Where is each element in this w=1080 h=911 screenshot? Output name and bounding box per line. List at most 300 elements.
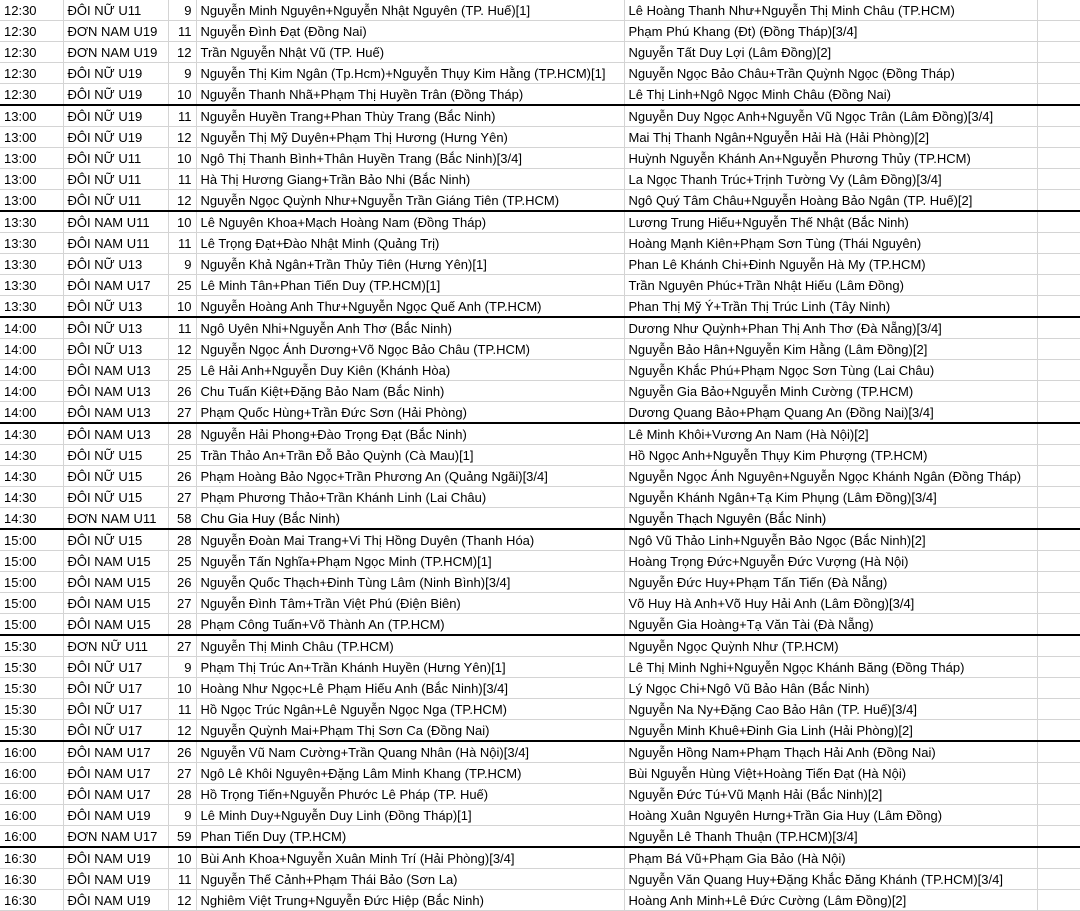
event-cell[interactable]: ĐÔI NỮ U13 bbox=[63, 339, 168, 360]
team2-cell[interactable]: Lê Thị Minh Nghi+Nguyễn Ngọc Khánh Băng (Đồng Tháp) bbox=[624, 657, 1037, 678]
table-row[interactable] bbox=[0, 445, 1080, 466]
team1-cell[interactable]: Ngô Lê Khôi Nguyên+Đặng Lâm Minh Khang (TP.HCM) bbox=[196, 763, 624, 784]
time-cell[interactable]: 16:00 bbox=[0, 741, 63, 763]
team1-cell[interactable]: Hồ Trọng Tiến+Nguyễn Phước Lê Pháp (TP. Huế) bbox=[196, 784, 624, 805]
event-cell[interactable]: ĐÔI NAM U17 bbox=[63, 763, 168, 784]
empty-cell[interactable] bbox=[1037, 487, 1080, 508]
team1-cell[interactable]: Phạm Thị Trúc An+Trần Khánh Huyền (Hưng Yên)[1] bbox=[196, 657, 624, 678]
table-row[interactable] bbox=[0, 21, 1080, 42]
empty-cell[interactable] bbox=[1037, 42, 1080, 63]
table-row[interactable] bbox=[0, 869, 1080, 890]
court-cell[interactable]: 9 bbox=[168, 254, 196, 275]
empty-cell[interactable] bbox=[1037, 127, 1080, 148]
court-cell[interactable]: 9 bbox=[168, 63, 196, 84]
court-cell[interactable]: 26 bbox=[168, 466, 196, 487]
team2-cell[interactable]: Hoàng Mạnh Kiên+Phạm Sơn Tùng (Thái Nguyên) bbox=[624, 233, 1037, 254]
court-cell[interactable]: 12 bbox=[168, 720, 196, 742]
team1-cell[interactable]: Lê Nguyên Khoa+Mạch Hoàng Nam (Đồng Tháp) bbox=[196, 211, 624, 233]
court-cell[interactable]: 28 bbox=[168, 529, 196, 551]
court-cell[interactable]: 27 bbox=[168, 402, 196, 424]
empty-cell[interactable] bbox=[1037, 635, 1080, 657]
empty-cell[interactable] bbox=[1037, 847, 1080, 869]
time-cell[interactable]: 16:30 bbox=[0, 869, 63, 890]
empty-cell[interactable] bbox=[1037, 190, 1080, 212]
table-row[interactable] bbox=[0, 572, 1080, 593]
team2-cell[interactable]: Lý Ngọc Chi+Ngô Vũ Bảo Hân (Bắc Ninh) bbox=[624, 678, 1037, 699]
court-cell[interactable]: 11 bbox=[168, 869, 196, 890]
empty-cell[interactable] bbox=[1037, 593, 1080, 614]
event-cell[interactable]: ĐƠN NAM U19 bbox=[63, 21, 168, 42]
empty-cell[interactable] bbox=[1037, 423, 1080, 445]
team2-cell[interactable]: Phạm Phú Khang (Đt) (Đồng Tháp)[3/4] bbox=[624, 21, 1037, 42]
court-cell[interactable]: 27 bbox=[168, 635, 196, 657]
empty-cell[interactable] bbox=[1037, 211, 1080, 233]
empty-cell[interactable] bbox=[1037, 529, 1080, 551]
empty-cell[interactable] bbox=[1037, 84, 1080, 106]
team2-cell[interactable]: Nguyễn Duy Ngọc Anh+Nguyễn Vũ Ngọc Trân (Lâm Đồng)[3/4] bbox=[624, 105, 1037, 127]
empty-cell[interactable] bbox=[1037, 741, 1080, 763]
empty-cell[interactable] bbox=[1037, 890, 1080, 911]
team1-cell[interactable]: Nguyễn Thanh Nhã+Phạm Thị Huyền Trân (Đồng Tháp) bbox=[196, 84, 624, 106]
court-cell[interactable]: 11 bbox=[168, 21, 196, 42]
team1-cell[interactable]: Nghiêm Việt Trung+Nguyễn Đức Hiệp (Bắc Ninh) bbox=[196, 890, 624, 911]
time-cell[interactable]: 12:30 bbox=[0, 84, 63, 106]
time-cell[interactable]: 13:30 bbox=[0, 296, 63, 318]
court-cell[interactable]: 10 bbox=[168, 296, 196, 318]
table-row[interactable] bbox=[0, 763, 1080, 784]
empty-cell[interactable] bbox=[1037, 551, 1080, 572]
court-cell[interactable]: 12 bbox=[168, 890, 196, 911]
time-cell[interactable]: 16:00 bbox=[0, 805, 63, 826]
team2-cell[interactable]: Ngô Quý Tâm Châu+Nguyễn Hoàng Bảo Ngân (TP. Huế)[2] bbox=[624, 190, 1037, 212]
team1-cell[interactable]: Ngô Uyên Nhi+Nguyễn Anh Thơ (Bắc Ninh) bbox=[196, 317, 624, 339]
team2-cell[interactable]: Lương Trung Hiếu+Nguyễn Thế Nhật (Bắc Ninh) bbox=[624, 211, 1037, 233]
court-cell[interactable]: 9 bbox=[168, 657, 196, 678]
empty-cell[interactable] bbox=[1037, 572, 1080, 593]
team2-cell[interactable]: Huỳnh Nguyễn Khánh An+Nguyễn Phương Thủy (TP.HCM) bbox=[624, 148, 1037, 169]
team1-cell[interactable]: Lê Minh Tân+Phan Tiến Duy (TP.HCM)[1] bbox=[196, 275, 624, 296]
table-row[interactable] bbox=[0, 296, 1080, 318]
team1-cell[interactable]: Phạm Phương Thảo+Trần Khánh Linh (Lai Châu) bbox=[196, 487, 624, 508]
event-cell[interactable]: ĐÔI NỮ U15 bbox=[63, 487, 168, 508]
team1-cell[interactable]: Lê Hải Anh+Nguyễn Duy Kiên (Khánh Hòa) bbox=[196, 360, 624, 381]
time-cell[interactable]: 14:30 bbox=[0, 508, 63, 530]
event-cell[interactable]: ĐÔI NỮ U13 bbox=[63, 296, 168, 318]
event-cell[interactable]: ĐÔI NAM U11 bbox=[63, 211, 168, 233]
team1-cell[interactable]: Nguyễn Ngọc Quỳnh Như+Nguyễn Trần Giáng Tiên (TP.HCM) bbox=[196, 190, 624, 212]
team1-cell[interactable]: Nguyễn Đoàn Mai Trang+Vi Thị Hồng Duyên (Thanh Hóa) bbox=[196, 529, 624, 551]
team2-cell[interactable]: Bùi Nguyễn Hùng Việt+Hoàng Tiến Đạt (Hà Nội) bbox=[624, 763, 1037, 784]
team2-cell[interactable]: Nguyễn Khắc Phú+Phạm Ngọc Sơn Tùng (Lai Châu) bbox=[624, 360, 1037, 381]
table-row[interactable] bbox=[0, 84, 1080, 106]
court-cell[interactable]: 27 bbox=[168, 763, 196, 784]
time-cell[interactable]: 12:30 bbox=[0, 0, 63, 21]
team1-cell[interactable]: Phan Tiến Duy (TP.HCM) bbox=[196, 826, 624, 848]
table-row[interactable] bbox=[0, 678, 1080, 699]
time-cell[interactable]: 16:00 bbox=[0, 763, 63, 784]
team1-cell[interactable]: Bùi Anh Khoa+Nguyễn Xuân Minh Trí (Hải Phòng)[3/4] bbox=[196, 847, 624, 869]
team2-cell[interactable]: Ngô Vũ Thảo Linh+Nguyễn Bảo Ngọc (Bắc Ninh)[2] bbox=[624, 529, 1037, 551]
table-row[interactable] bbox=[0, 551, 1080, 572]
court-cell[interactable]: 27 bbox=[168, 487, 196, 508]
table-row[interactable] bbox=[0, 826, 1080, 848]
team1-cell[interactable]: Nguyễn Hoàng Anh Thư+Nguyễn Ngọc Quế Anh (TP.HCM) bbox=[196, 296, 624, 318]
team1-cell[interactable]: Lê Trọng Đạt+Đào Nhật Minh (Quảng Trị) bbox=[196, 233, 624, 254]
team2-cell[interactable]: Hoàng Trọng Đức+Nguyễn Đức Vượng (Hà Nội) bbox=[624, 551, 1037, 572]
team1-cell[interactable]: Nguyễn Đình Đạt (Đồng Nai) bbox=[196, 21, 624, 42]
table-row[interactable] bbox=[0, 890, 1080, 911]
event-cell[interactable]: ĐÔI NAM U11 bbox=[63, 233, 168, 254]
event-cell[interactable]: ĐÔI NAM U13 bbox=[63, 423, 168, 445]
event-cell[interactable]: ĐÔI NỮ U15 bbox=[63, 466, 168, 487]
time-cell[interactable]: 14:00 bbox=[0, 317, 63, 339]
table-row[interactable] bbox=[0, 169, 1080, 190]
time-cell[interactable]: 15:00 bbox=[0, 529, 63, 551]
time-cell[interactable]: 15:30 bbox=[0, 720, 63, 742]
court-cell[interactable]: 12 bbox=[168, 127, 196, 148]
team2-cell[interactable]: Lê Hoàng Thanh Như+Nguyễn Thị Minh Châu (TP.HCM) bbox=[624, 0, 1037, 21]
team2-cell[interactable]: Nguyễn Ngọc Bảo Châu+Trần Quỳnh Ngọc (Đồng Tháp) bbox=[624, 63, 1037, 84]
event-cell[interactable]: ĐÔI NỮ U19 bbox=[63, 127, 168, 148]
event-cell[interactable]: ĐÔI NỮ U11 bbox=[63, 0, 168, 21]
event-cell[interactable]: ĐÔI NỮ U15 bbox=[63, 445, 168, 466]
time-cell[interactable]: 14:00 bbox=[0, 402, 63, 424]
event-cell[interactable]: ĐÔI NAM U15 bbox=[63, 572, 168, 593]
event-cell[interactable]: ĐÔI NAM U17 bbox=[63, 741, 168, 763]
team1-cell[interactable]: Phạm Quốc Hùng+Trần Đức Sơn (Hải Phòng) bbox=[196, 402, 624, 424]
court-cell[interactable]: 9 bbox=[168, 805, 196, 826]
court-cell[interactable]: 25 bbox=[168, 275, 196, 296]
team2-cell[interactable]: Nguyễn Lê Thanh Thuận (TP.HCM)[3/4] bbox=[624, 826, 1037, 848]
event-cell[interactable]: ĐÔI NỮ U19 bbox=[63, 84, 168, 106]
team2-cell[interactable]: Phan Lê Khánh Chi+Đinh Nguyễn Hà My (TP.HCM) bbox=[624, 254, 1037, 275]
table-row[interactable] bbox=[0, 423, 1080, 445]
team2-cell[interactable]: Nguyễn Gia Hoàng+Tạ Văn Tài (Đà Nẵng) bbox=[624, 614, 1037, 636]
event-cell[interactable]: ĐÔI NỮ U15 bbox=[63, 529, 168, 551]
empty-cell[interactable] bbox=[1037, 763, 1080, 784]
time-cell[interactable]: 12:30 bbox=[0, 21, 63, 42]
empty-cell[interactable] bbox=[1037, 105, 1080, 127]
time-cell[interactable]: 14:30 bbox=[0, 466, 63, 487]
table-row[interactable] bbox=[0, 127, 1080, 148]
empty-cell[interactable] bbox=[1037, 317, 1080, 339]
time-cell[interactable]: 16:30 bbox=[0, 890, 63, 911]
event-cell[interactable]: ĐƠN NAM U19 bbox=[63, 42, 168, 63]
table-row[interactable] bbox=[0, 784, 1080, 805]
team2-cell[interactable]: Phan Thị Mỹ Ý+Trần Thị Trúc Linh (Tây Ninh) bbox=[624, 296, 1037, 318]
team1-cell[interactable]: Nguyễn Ngọc Ánh Dương+Võ Ngọc Bảo Châu (TP.HCM) bbox=[196, 339, 624, 360]
event-cell[interactable]: ĐÔI NAM U17 bbox=[63, 784, 168, 805]
table-row[interactable] bbox=[0, 317, 1080, 339]
empty-cell[interactable] bbox=[1037, 148, 1080, 169]
time-cell[interactable]: 15:00 bbox=[0, 614, 63, 636]
event-cell[interactable]: ĐÔI NAM U19 bbox=[63, 890, 168, 911]
team1-cell[interactable]: Chu Gia Huy (Bắc Ninh) bbox=[196, 508, 624, 530]
team2-cell[interactable]: Hồ Ngọc Anh+Nguyễn Thụy Kim Phượng (TP.HCM) bbox=[624, 445, 1037, 466]
table-row[interactable] bbox=[0, 635, 1080, 657]
team2-cell[interactable]: Nguyễn Na Ny+Đặng Cao Bảo Hân (TP. Huế)[3/4] bbox=[624, 699, 1037, 720]
event-cell[interactable]: ĐÔI NAM U15 bbox=[63, 593, 168, 614]
team2-cell[interactable]: Mai Thị Thanh Ngân+Nguyễn Hải Hà (Hải Phòng)[2] bbox=[624, 127, 1037, 148]
time-cell[interactable]: 13:00 bbox=[0, 169, 63, 190]
team2-cell[interactable]: Trần Nguyên Phúc+Trần Nhật Hiếu (Lâm Đồng) bbox=[624, 275, 1037, 296]
team1-cell[interactable]: Nguyễn Thế Cảnh+Phạm Thái Bảo (Sơn La) bbox=[196, 869, 624, 890]
time-cell[interactable]: 13:00 bbox=[0, 105, 63, 127]
empty-cell[interactable] bbox=[1037, 254, 1080, 275]
team1-cell[interactable]: Nguyễn Quốc Thạch+Đinh Tùng Lâm (Ninh Bình)[3/4] bbox=[196, 572, 624, 593]
court-cell[interactable]: 11 bbox=[168, 317, 196, 339]
time-cell[interactable]: 15:30 bbox=[0, 635, 63, 657]
empty-cell[interactable] bbox=[1037, 826, 1080, 848]
court-cell[interactable]: 11 bbox=[168, 699, 196, 720]
table-row[interactable] bbox=[0, 593, 1080, 614]
table-row[interactable] bbox=[0, 211, 1080, 233]
empty-cell[interactable] bbox=[1037, 0, 1080, 21]
empty-cell[interactable] bbox=[1037, 360, 1080, 381]
team2-cell[interactable]: Hoàng Xuân Nguyên Hưng+Trần Gia Huy (Lâm Đồng) bbox=[624, 805, 1037, 826]
team1-cell[interactable]: Nguyễn Vũ Nam Cường+Trần Quang Nhân (Hà Nội)[3/4] bbox=[196, 741, 624, 763]
empty-cell[interactable] bbox=[1037, 805, 1080, 826]
court-cell[interactable]: 59 bbox=[168, 826, 196, 848]
table-row[interactable] bbox=[0, 254, 1080, 275]
time-cell[interactable]: 13:30 bbox=[0, 211, 63, 233]
table-row[interactable] bbox=[0, 105, 1080, 127]
court-cell[interactable]: 10 bbox=[168, 148, 196, 169]
court-cell[interactable]: 9 bbox=[168, 0, 196, 21]
table-row[interactable] bbox=[0, 190, 1080, 212]
team2-cell[interactable]: Hoàng Anh Minh+Lê Đức Cường (Lâm Đồng)[2] bbox=[624, 890, 1037, 911]
team2-cell[interactable]: Nguyễn Ngọc Ánh Nguyên+Nguyễn Ngọc Khánh Ngân (Đồng Tháp) bbox=[624, 466, 1037, 487]
empty-cell[interactable] bbox=[1037, 381, 1080, 402]
time-cell[interactable]: 14:30 bbox=[0, 445, 63, 466]
court-cell[interactable]: 11 bbox=[168, 233, 196, 254]
table-row[interactable] bbox=[0, 381, 1080, 402]
event-cell[interactable]: ĐƠN NAM U17 bbox=[63, 826, 168, 848]
court-cell[interactable]: 26 bbox=[168, 572, 196, 593]
table-row[interactable] bbox=[0, 0, 1080, 21]
team2-cell[interactable]: Nguyễn Khánh Ngân+Tạ Kim Phụng (Lâm Đồng)[3/4] bbox=[624, 487, 1037, 508]
event-cell[interactable]: ĐÔI NAM U17 bbox=[63, 275, 168, 296]
time-cell[interactable]: 12:30 bbox=[0, 63, 63, 84]
team2-cell[interactable]: Nguyễn Đức Huy+Phạm Tấn Tiến (Đà Nẵng) bbox=[624, 572, 1037, 593]
team1-cell[interactable]: Ngô Thị Thanh Bình+Thân Huyền Trang (Bắc Ninh)[3/4] bbox=[196, 148, 624, 169]
court-cell[interactable]: 11 bbox=[168, 105, 196, 127]
time-cell[interactable]: 14:00 bbox=[0, 381, 63, 402]
empty-cell[interactable] bbox=[1037, 614, 1080, 636]
team2-cell[interactable]: Lê Minh Khôi+Vương An Nam (Hà Nội)[2] bbox=[624, 423, 1037, 445]
team1-cell[interactable]: Hoàng Như Ngọc+Lê Phạm Hiếu Anh (Bắc Ninh)[3/4] bbox=[196, 678, 624, 699]
time-cell[interactable]: 13:00 bbox=[0, 190, 63, 212]
table-row[interactable] bbox=[0, 339, 1080, 360]
time-cell[interactable]: 15:00 bbox=[0, 593, 63, 614]
table-row[interactable] bbox=[0, 466, 1080, 487]
table-row[interactable] bbox=[0, 360, 1080, 381]
event-cell[interactable]: ĐÔI NAM U19 bbox=[63, 847, 168, 869]
time-cell[interactable]: 13:00 bbox=[0, 148, 63, 169]
event-cell[interactable]: ĐÔI NAM U13 bbox=[63, 360, 168, 381]
empty-cell[interactable] bbox=[1037, 233, 1080, 254]
court-cell[interactable]: 10 bbox=[168, 84, 196, 106]
event-cell[interactable]: ĐÔI NỮ U17 bbox=[63, 720, 168, 742]
empty-cell[interactable] bbox=[1037, 402, 1080, 424]
time-cell[interactable]: 13:00 bbox=[0, 127, 63, 148]
empty-cell[interactable] bbox=[1037, 720, 1080, 742]
event-cell[interactable]: ĐÔI NAM U19 bbox=[63, 805, 168, 826]
empty-cell[interactable] bbox=[1037, 657, 1080, 678]
team2-cell[interactable]: La Ngọc Thanh Trúc+Trịnh Tường Vy (Lâm Đồng)[3/4] bbox=[624, 169, 1037, 190]
time-cell[interactable]: 16:30 bbox=[0, 847, 63, 869]
team1-cell[interactable]: Trần Thảo An+Trần Đỗ Bảo Quỳnh (Cà Mau)[1] bbox=[196, 445, 624, 466]
empty-cell[interactable] bbox=[1037, 296, 1080, 318]
empty-cell[interactable] bbox=[1037, 275, 1080, 296]
team2-cell[interactable]: Nguyễn Gia Bảo+Nguyễn Minh Cường (TP.HCM) bbox=[624, 381, 1037, 402]
empty-cell[interactable] bbox=[1037, 869, 1080, 890]
event-cell[interactable]: ĐÔI NAM U13 bbox=[63, 381, 168, 402]
team1-cell[interactable]: Phạm Hoàng Bảo Ngọc+Trần Phương An (Quảng Ngãi)[3/4] bbox=[196, 466, 624, 487]
team1-cell[interactable]: Nguyễn Khả Ngân+Trần Thủy Tiên (Hưng Yên)[1] bbox=[196, 254, 624, 275]
time-cell[interactable]: 13:30 bbox=[0, 275, 63, 296]
court-cell[interactable]: 11 bbox=[168, 169, 196, 190]
team1-cell[interactable]: Chu Tuấn Kiệt+Đặng Bảo Nam (Bắc Ninh) bbox=[196, 381, 624, 402]
team1-cell[interactable]: Phạm Công Tuấn+Võ Thành An (TP.HCM) bbox=[196, 614, 624, 636]
team2-cell[interactable]: Nguyễn Minh Khuê+Đinh Gia Linh (Hải Phòng)[2] bbox=[624, 720, 1037, 742]
event-cell[interactable]: ĐƠN NỮ U11 bbox=[63, 635, 168, 657]
event-cell[interactable]: ĐÔI NỮ U13 bbox=[63, 254, 168, 275]
time-cell[interactable]: 16:00 bbox=[0, 826, 63, 848]
court-cell[interactable]: 28 bbox=[168, 614, 196, 636]
time-cell[interactable]: 14:00 bbox=[0, 360, 63, 381]
team1-cell[interactable]: Nguyễn Thị Kim Ngân (Tp.Hcm)+Nguyễn Thụy Kim Hằng (TP.HCM)[1] bbox=[196, 63, 624, 84]
court-cell[interactable]: 10 bbox=[168, 678, 196, 699]
time-cell[interactable]: 15:30 bbox=[0, 678, 63, 699]
event-cell[interactable]: ĐÔI NỮ U19 bbox=[63, 63, 168, 84]
event-cell[interactable]: ĐÔI NAM U15 bbox=[63, 551, 168, 572]
team1-cell[interactable]: Nguyễn Đình Tâm+Trần Việt Phú (Điện Biên) bbox=[196, 593, 624, 614]
court-cell[interactable]: 28 bbox=[168, 784, 196, 805]
table-row[interactable] bbox=[0, 402, 1080, 424]
court-cell[interactable]: 25 bbox=[168, 551, 196, 572]
time-cell[interactable]: 13:30 bbox=[0, 254, 63, 275]
court-cell[interactable]: 12 bbox=[168, 42, 196, 63]
event-cell[interactable]: ĐÔI NỮ U13 bbox=[63, 317, 168, 339]
team1-cell[interactable]: Nguyễn Minh Nguyên+Nguyễn Nhật Nguyên (TP. Huế)[1] bbox=[196, 0, 624, 21]
court-cell[interactable]: 12 bbox=[168, 339, 196, 360]
court-cell[interactable]: 10 bbox=[168, 847, 196, 869]
table-row[interactable] bbox=[0, 657, 1080, 678]
time-cell[interactable]: 12:30 bbox=[0, 42, 63, 63]
court-cell[interactable]: 25 bbox=[168, 445, 196, 466]
time-cell[interactable]: 15:30 bbox=[0, 699, 63, 720]
event-cell[interactable]: ĐƠN NAM U11 bbox=[63, 508, 168, 530]
team1-cell[interactable]: Hà Thị Hương Giang+Trần Bảo Nhi (Bắc Ninh) bbox=[196, 169, 624, 190]
team1-cell[interactable]: Nguyễn Hải Phong+Đào Trọng Đạt (Bắc Ninh) bbox=[196, 423, 624, 445]
team2-cell[interactable]: Nguyễn Ngọc Quỳnh Như (TP.HCM) bbox=[624, 635, 1037, 657]
team1-cell[interactable]: Trần Nguyễn Nhật Vũ (TP. Huế) bbox=[196, 42, 624, 63]
court-cell[interactable]: 26 bbox=[168, 741, 196, 763]
time-cell[interactable]: 16:00 bbox=[0, 784, 63, 805]
event-cell[interactable]: ĐÔI NỮ U17 bbox=[63, 678, 168, 699]
event-cell[interactable]: ĐÔI NAM U15 bbox=[63, 614, 168, 636]
table-row[interactable] bbox=[0, 63, 1080, 84]
time-cell[interactable]: 14:00 bbox=[0, 339, 63, 360]
time-cell[interactable]: 15:30 bbox=[0, 657, 63, 678]
team2-cell[interactable]: Nguyễn Bảo Hân+Nguyễn Kim Hằng (Lâm Đồng)[2] bbox=[624, 339, 1037, 360]
empty-cell[interactable] bbox=[1037, 445, 1080, 466]
time-cell[interactable]: 14:30 bbox=[0, 487, 63, 508]
table-row[interactable] bbox=[0, 275, 1080, 296]
team1-cell[interactable]: Nguyễn Quỳnh Mai+Phạm Thị Sơn Ca (Đồng Nai) bbox=[196, 720, 624, 742]
team1-cell[interactable]: Nguyễn Thị Mỹ Duyên+Phạm Thị Hương (Hưng Yên) bbox=[196, 127, 624, 148]
team2-cell[interactable]: Dương Quang Bảo+Phạm Quang An (Đồng Nai)[3/4] bbox=[624, 402, 1037, 424]
empty-cell[interactable] bbox=[1037, 699, 1080, 720]
event-cell[interactable]: ĐÔI NAM U13 bbox=[63, 402, 168, 424]
table-row[interactable] bbox=[0, 614, 1080, 636]
table-row[interactable] bbox=[0, 487, 1080, 508]
table-row[interactable] bbox=[0, 148, 1080, 169]
team1-cell[interactable]: Hồ Ngọc Trúc Ngân+Lê Nguyễn Ngọc Nga (TP.HCM) bbox=[196, 699, 624, 720]
empty-cell[interactable] bbox=[1037, 21, 1080, 42]
team1-cell[interactable]: Nguyễn Huyền Trang+Phan Thùy Trang (Bắc Ninh) bbox=[196, 105, 624, 127]
team1-cell[interactable]: Nguyễn Tấn Nghĩa+Phạm Ngọc Minh (TP.HCM)[1] bbox=[196, 551, 624, 572]
team1-cell[interactable]: Lê Minh Duy+Nguyễn Duy Linh (Đồng Tháp)[1] bbox=[196, 805, 624, 826]
event-cell[interactable]: ĐÔI NỮ U11 bbox=[63, 169, 168, 190]
time-cell[interactable]: 14:30 bbox=[0, 423, 63, 445]
empty-cell[interactable] bbox=[1037, 678, 1080, 699]
time-cell[interactable]: 13:30 bbox=[0, 233, 63, 254]
team1-cell[interactable]: Nguyễn Thị Minh Châu (TP.HCM) bbox=[196, 635, 624, 657]
time-cell[interactable]: 15:00 bbox=[0, 551, 63, 572]
team2-cell[interactable]: Nguyễn Tất Duy Lợi (Lâm Đồng)[2] bbox=[624, 42, 1037, 63]
table-row[interactable] bbox=[0, 805, 1080, 826]
event-cell[interactable]: ĐÔI NỮ U11 bbox=[63, 148, 168, 169]
event-cell[interactable]: ĐÔI NỮ U17 bbox=[63, 699, 168, 720]
court-cell[interactable]: 25 bbox=[168, 360, 196, 381]
court-cell[interactable]: 12 bbox=[168, 190, 196, 212]
court-cell[interactable]: 58 bbox=[168, 508, 196, 530]
team2-cell[interactable]: Lê Thị Linh+Ngô Ngọc Minh Châu (Đồng Nai) bbox=[624, 84, 1037, 106]
empty-cell[interactable] bbox=[1037, 63, 1080, 84]
team2-cell[interactable]: Dương Như Quỳnh+Phan Thị Anh Thơ (Đà Nẵng)[3/4] bbox=[624, 317, 1037, 339]
court-cell[interactable]: 28 bbox=[168, 423, 196, 445]
event-cell[interactable]: ĐÔI NỮ U17 bbox=[63, 657, 168, 678]
team2-cell[interactable]: Võ Huy Hà Anh+Võ Huy Hải Anh (Lâm Đồng)[3/4] bbox=[624, 593, 1037, 614]
empty-cell[interactable] bbox=[1037, 466, 1080, 487]
team2-cell[interactable]: Nguyễn Văn Quang Huy+Đặng Khắc Đăng Khánh (TP.HCM)[3/4] bbox=[624, 869, 1037, 890]
empty-cell[interactable] bbox=[1037, 339, 1080, 360]
empty-cell[interactable] bbox=[1037, 784, 1080, 805]
event-cell[interactable]: ĐÔI NỮ U19 bbox=[63, 105, 168, 127]
empty-cell[interactable] bbox=[1037, 169, 1080, 190]
table-row[interactable] bbox=[0, 42, 1080, 63]
court-cell[interactable]: 26 bbox=[168, 381, 196, 402]
event-cell[interactable]: ĐÔI NAM U19 bbox=[63, 869, 168, 890]
empty-cell[interactable] bbox=[1037, 508, 1080, 530]
event-cell[interactable]: ĐÔI NỮ U11 bbox=[63, 190, 168, 212]
team2-cell[interactable]: Nguyễn Đức Tú+Vũ Mạnh Hải (Bắc Ninh)[2] bbox=[624, 784, 1037, 805]
table-row[interactable] bbox=[0, 720, 1080, 742]
team2-cell[interactable]: Nguyễn Hồng Nam+Phạm Thạch Hải Anh (Đồng Nai) bbox=[624, 741, 1037, 763]
court-cell[interactable]: 27 bbox=[168, 593, 196, 614]
table-row[interactable] bbox=[0, 508, 1080, 530]
team2-cell[interactable]: Phạm Bá Vũ+Phạm Gia Bảo (Hà Nội) bbox=[624, 847, 1037, 869]
court-cell[interactable]: 10 bbox=[168, 211, 196, 233]
team2-cell[interactable]: Nguyễn Thạch Nguyên (Bắc Ninh) bbox=[624, 508, 1037, 530]
table-row[interactable] bbox=[0, 529, 1080, 551]
table-row[interactable] bbox=[0, 233, 1080, 254]
table-row[interactable] bbox=[0, 847, 1080, 869]
table-row[interactable] bbox=[0, 699, 1080, 720]
table-row[interactable] bbox=[0, 741, 1080, 763]
